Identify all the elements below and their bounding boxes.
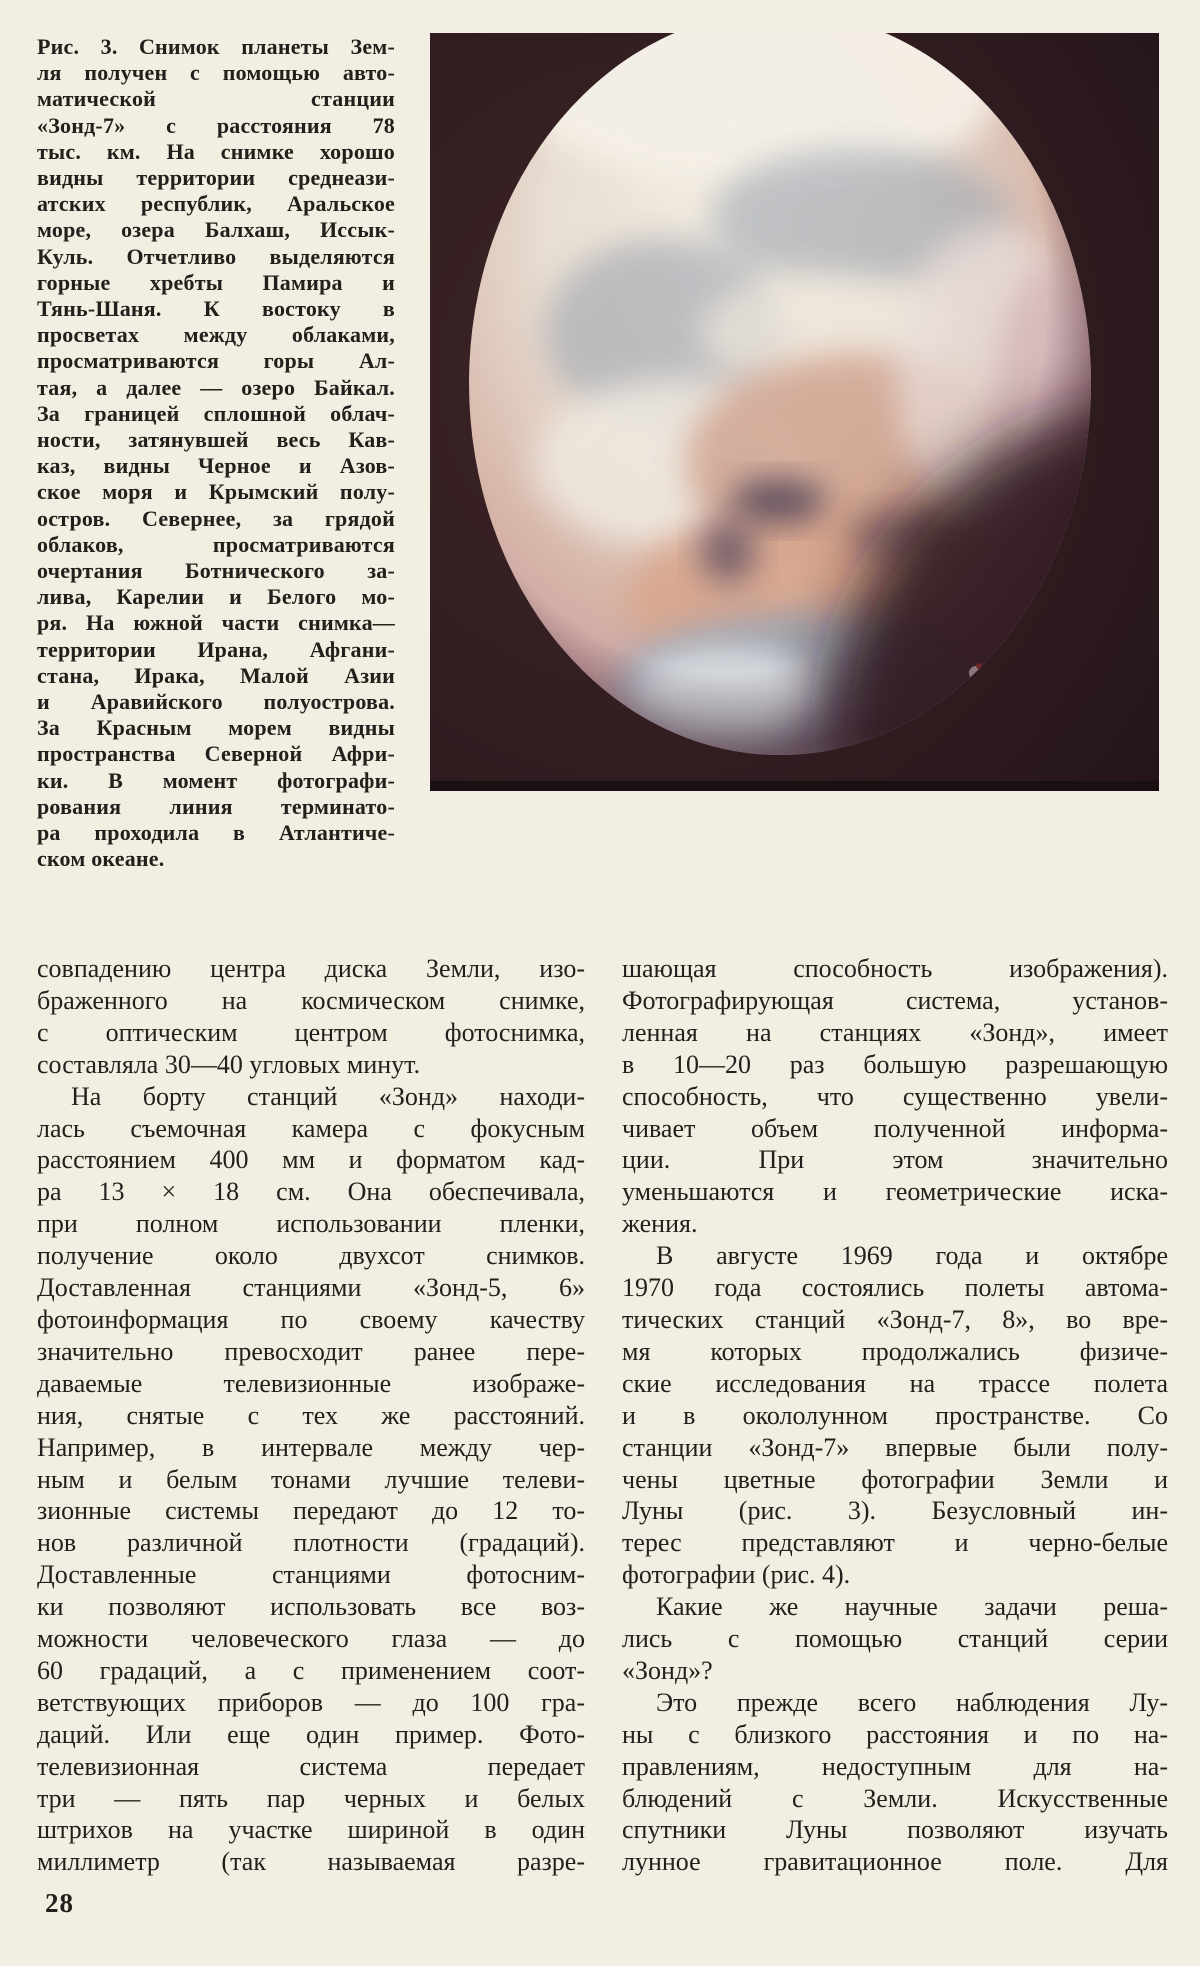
body-text-line: Луны (рис. 3). Безусловный ин- [622,1496,1168,1526]
page-number: 28 [45,1888,74,1918]
body-text-line: Например, в интервале между чер- [37,1432,585,1462]
caption-line: очертания Ботнического за- [37,558,395,584]
caption-line: видны территории среднеази- [37,165,395,191]
caption-line: Тянь-Шаня. К востоку в [37,296,395,322]
body-text-line: значительно превосходит ранее пере- [37,1336,585,1366]
body-text-line: ны с близкого расстояния и по на- [622,1719,1168,1749]
caption-line: облаков, просматриваются [37,531,395,557]
caption-line: остров. Севернее, за грядой [37,505,395,531]
body-column-right [622,953,1168,1878]
body-text-line: лась съемочная камера с фокусным [37,1113,585,1143]
body-text-line: даваемые телевизионные изображе- [37,1368,585,1398]
figure-caption [37,34,395,873]
caption-line: За границей сплошной облач- [37,400,395,426]
caption-line: матической станции [37,86,395,112]
body-text-line: Фотографирующая система, установ- [622,985,1168,1015]
body-text-line: миллиметр (так называемая разре- [37,1847,585,1877]
body-text-line: спутники Луны позволяют изучать [622,1815,1168,1845]
body-text-line: при полном использовании пленки, [37,1209,585,1239]
body-text-line: способность, что существенно увели- [622,1081,1168,1111]
body-text-line: ра 13 × 18 см. Она обеспечивала, [37,1177,585,1207]
body-text-line: ным и белым тонами лучшие телеви- [37,1464,585,1494]
caption-line: рования линия терминато- [37,793,395,819]
body-text-line: телевизионная система передает [37,1751,585,1781]
caption-line: просматриваются горы Ал- [37,348,395,374]
body-text-line: чены цветные фотографии Земли и [622,1464,1168,1494]
body-text-line: даций. Или еще один пример. Фото- [37,1719,585,1749]
body-text-line: станции «Зонд-7» впервые были полу- [622,1432,1168,1462]
body-text-line: можности человеческого глаза — до [37,1624,585,1654]
caption-line: ском океане. [37,846,165,872]
body-text-line: ции. При этом значительно [622,1145,1168,1175]
body-text-line: ния, снятые с тех же расстояний. [37,1400,585,1430]
body-text-line: в 10—20 раз большую разрешающую [622,1049,1168,1079]
body-text-line: штрихов на участке шириной в один [37,1815,585,1845]
body-text-line: лись с помощью станций серии [622,1624,1168,1654]
body-text-line: ленная на станциях «Зонд», имеет [622,1017,1168,1047]
body-text-line: ские исследования на трассе полета [622,1368,1168,1398]
caption-line: Рис. 3. Снимок планеты Зем- [37,34,395,59]
body-text-line: составляла 30—40 угловых минут. [37,1049,421,1079]
body-text-line: совпадению центра диска Земли, изо- [37,954,585,983]
caption-line: пространства Северной Афри- [37,741,395,767]
caption-line: территории Ирана, Афгани- [37,636,395,662]
body-text-line: 60 градаций, а с применением соот- [37,1655,585,1685]
caption-line: ря. На южной части снимка— [37,610,395,636]
caption-line: ра проходила в Атлантиче- [37,820,395,846]
caption-line: ля получен с помощью авто- [37,60,395,86]
body-text-line: шающая способность изображения). [622,954,1168,983]
caption-line: ское моря и Крымский полу- [37,479,395,505]
body-text-line: фотографии (рис. 4). [622,1560,851,1590]
caption-line: и Аравийского полуострова. [37,689,395,715]
caption-line: ности, затянувшей весь Кав- [37,427,395,453]
caption-line: каз, видны Черное и Азов- [37,453,395,479]
earth-photo-image [430,33,1159,791]
body-text-line: тических станций «Зонд-7, 8», во вре- [622,1304,1168,1334]
caption-line: атских республик, Аральское [37,191,395,217]
body-text-line: В августе 1969 года и октябре [656,1241,1168,1271]
body-text-line: На борту станций «Зонд» находи- [71,1081,585,1111]
body-text-line: Доставленные станциями фотосним- [37,1560,585,1590]
caption-line: «Зонд-7» с расстояния 78 [37,112,395,138]
caption-line: просветах между облаками, [37,322,395,348]
caption-line: тыс. км. На снимке хорошо [37,138,395,164]
caption-line: лива, Карелии и Белого мо- [37,584,395,610]
body-text-line: три — пять пар черных и белых [37,1783,585,1813]
body-text-line: правлениям, недоступным для на- [622,1751,1168,1781]
earth-photo [430,33,1159,791]
body-text-line: ветствующих приборов — до 100 гра- [37,1687,585,1717]
body-text-line: лунное гравитационное поле. Для [622,1847,1168,1877]
body-text-line: Это прежде всего наблюдения Лу- [656,1687,1168,1717]
body-column-left [37,953,585,1878]
body-text-line: чивает объем полученной информа- [622,1113,1168,1143]
body-text-line: браженного на космическом снимке, [37,985,585,1015]
body-text-line: Какие же научные задачи реша- [656,1592,1168,1622]
caption-line: За Красным морем видны [37,715,395,741]
caption-line: стана, Ирака, Малой Азии [37,662,395,688]
body-text-line: с оптическим центром фотоснимка, [37,1017,585,1047]
body-text-line: «Зонд»? [622,1655,713,1685]
caption-line: тая, а далее — озеро Байкал. [37,374,395,400]
body-text-line: 1970 года состоялись полеты автома- [622,1273,1168,1303]
caption-line: море, озера Балхаш, Иссык- [37,217,395,243]
caption-line: горные хребты Памира и [37,269,395,295]
body-text-line: ки позволяют использовать все воз- [37,1592,585,1622]
body-text-line: расстоянием 400 мм и форматом кад- [37,1145,585,1175]
caption-line: Куль. Отчетливо выделяются [37,243,395,269]
body-text-line: блюдений с Земли. Искусственные [622,1783,1168,1813]
body-text-line: получение около двухсот снимков. [37,1241,585,1271]
body-text-line: зионные системы передают до 12 то- [37,1496,585,1526]
body-text-line: и в окололунном пространстве. Со [622,1400,1168,1430]
body-text-line: жения. [622,1209,698,1239]
body-text-line: нов различной плотности (градаций). [37,1528,585,1558]
body-text-line: мя которых продолжались физиче- [622,1336,1168,1366]
body-text-line: фотоинформация по своему качеству [37,1304,585,1334]
body-text-line: терес представляют и черно-белые [622,1528,1168,1558]
caption-line: ки. В момент фотографи- [37,767,395,793]
body-text-line: Доставленная станциями «Зонд-5, 6» [37,1273,585,1303]
body-text-line: уменьшаются и геометрические иска- [622,1177,1168,1207]
